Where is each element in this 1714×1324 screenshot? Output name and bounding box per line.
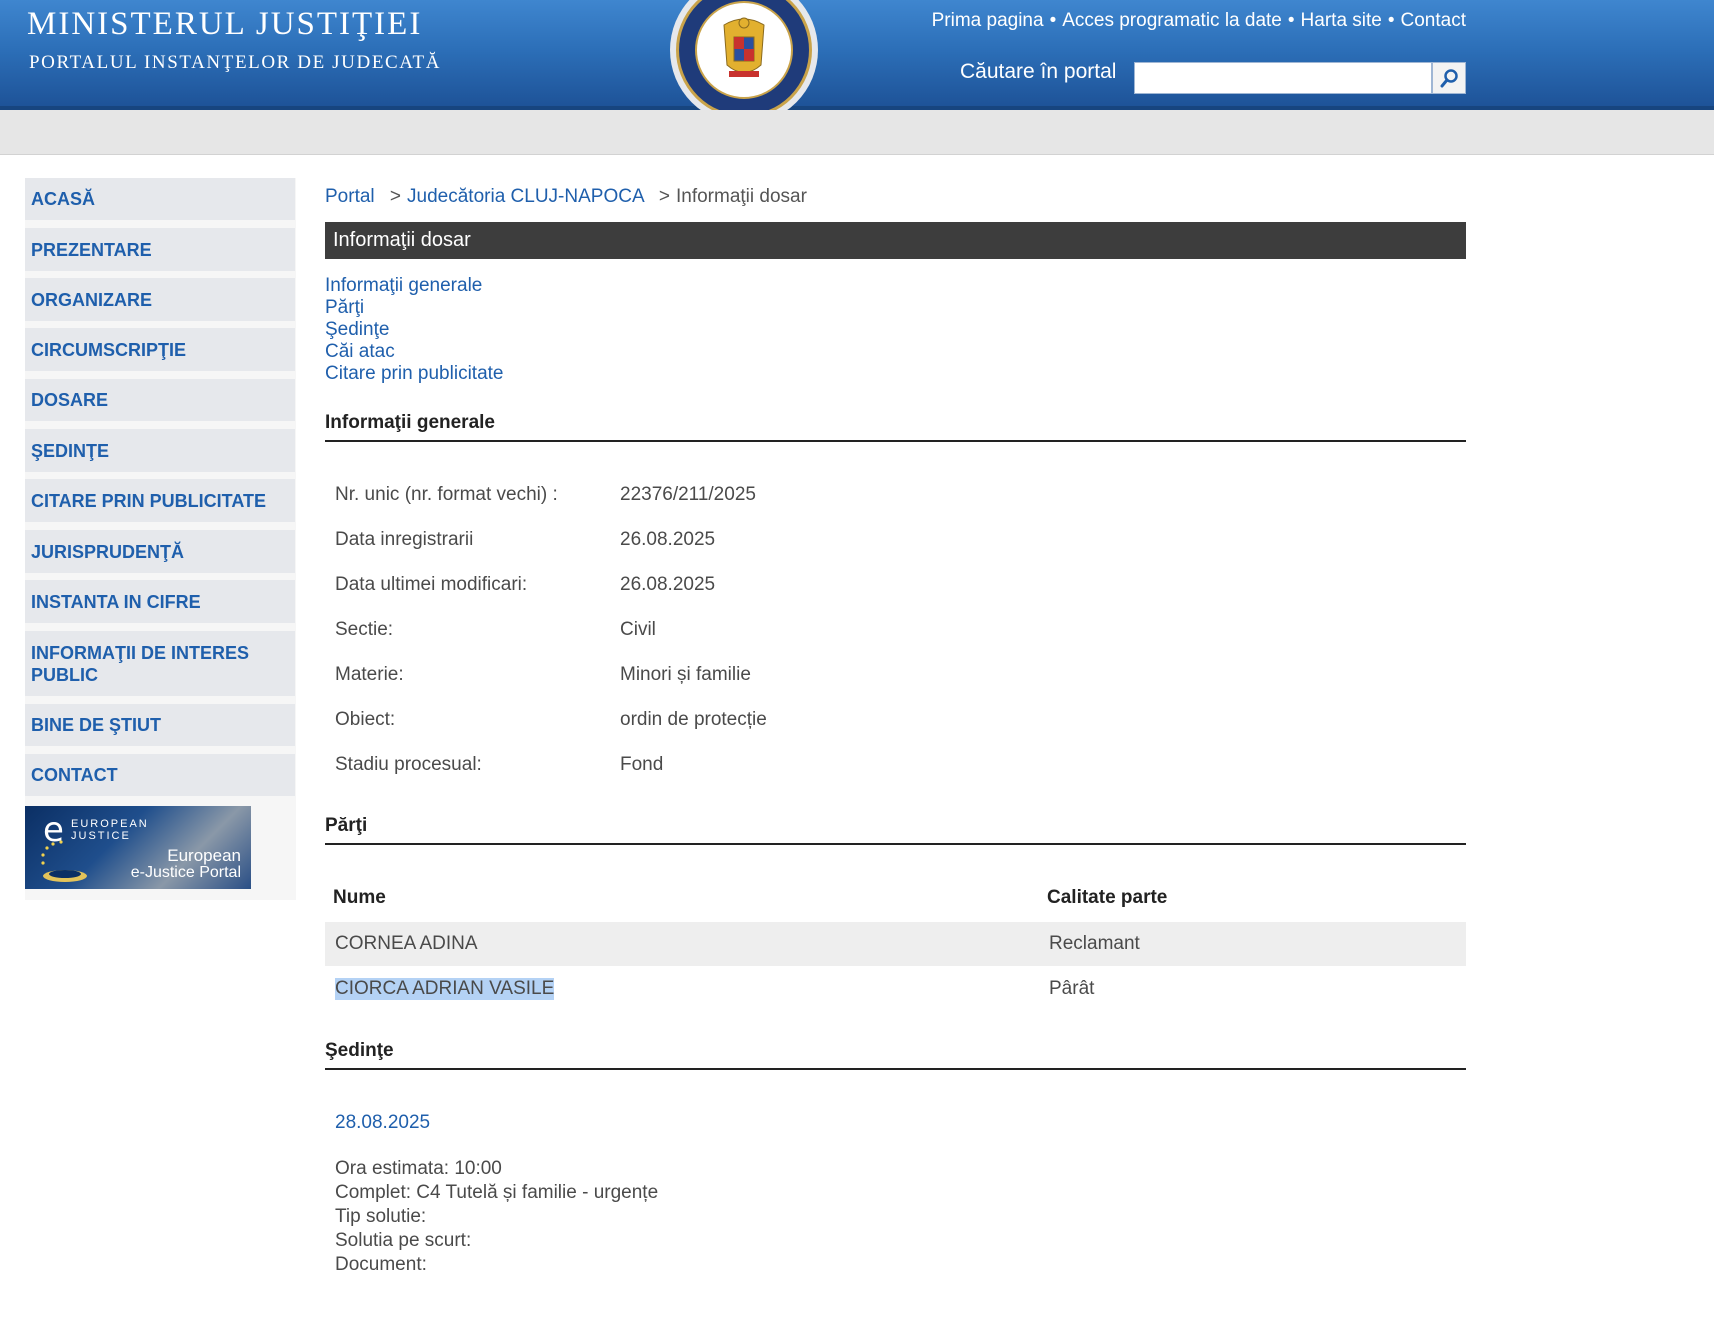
- breadcrumb-current: Informaţii dosar: [675, 186, 807, 207]
- toc-link-informatii-generale[interactable]: Informaţii generale: [325, 275, 483, 296]
- breadcrumb-portal[interactable]: Portal: [325, 186, 375, 207]
- breadcrumb-separator: >: [658, 186, 670, 207]
- hearing-panel: Complet: C4 Tutelă și familie - urgențe: [335, 1182, 659, 1203]
- info-label: Sectie:: [335, 619, 394, 640]
- sidebar-item-interes-public[interactable]: INFORMAŢII DE INTERES PUBLIC: [25, 631, 295, 696]
- nav-separator: •: [1287, 10, 1295, 31]
- sidebar-item-contact[interactable]: CONTACT: [25, 754, 295, 796]
- info-row: [335, 754, 664, 776]
- info-value: Fond: [620, 754, 664, 775]
- breadcrumb: [325, 186, 807, 208]
- search-button[interactable]: [1432, 62, 1466, 94]
- table-row: [325, 967, 1466, 1011]
- sidebar-item-prezentare[interactable]: PREZENTARE: [25, 228, 295, 271]
- sidebar-item-acasa[interactable]: ACASĂ: [25, 178, 295, 220]
- sidebar-item-organizare[interactable]: ORGANIZARE: [25, 278, 295, 321]
- hearing-time: Ora estimata: 10:00: [335, 1158, 502, 1179]
- info-row: [335, 619, 656, 641]
- table-row: [325, 922, 1466, 966]
- hearing-document: Document:: [335, 1254, 427, 1275]
- sidebar: [25, 178, 296, 900]
- toc-link-cai-atac[interactable]: Căi atac: [325, 341, 395, 362]
- column-header-nume: Nume: [333, 887, 386, 908]
- sidebar-item-bine-de-stiut[interactable]: BINE DE ŞTIUT: [25, 704, 295, 746]
- hearing-solution-summary: Solutia pe scurt:: [335, 1230, 472, 1251]
- search-input[interactable]: [1134, 62, 1432, 94]
- info-value: Minori și familie: [620, 664, 751, 685]
- search-label: Căutare în portal: [960, 60, 1117, 83]
- sidebar-item-dosare[interactable]: DOSARE: [25, 379, 295, 421]
- banner-subtitle: e-Justice Portal: [130, 864, 241, 881]
- info-label: Data ultimei modificari:: [335, 574, 528, 595]
- nav-prima-pagina[interactable]: Prima pagina: [931, 10, 1044, 31]
- european-e-justice-banner[interactable]: [25, 806, 251, 889]
- info-value: 26.08.2025: [620, 529, 716, 550]
- section-heading-informatii-generale: Informaţii generale: [325, 412, 1466, 442]
- info-label: Materie:: [335, 664, 404, 685]
- ministry-seal[interactable]: [670, 0, 818, 124]
- nav-harta-site[interactable]: Harta site: [1300, 10, 1382, 31]
- info-row: [335, 709, 767, 731]
- hearing-details: [335, 1157, 658, 1277]
- info-label: Nr. unic (nr. format vechi) :: [335, 484, 558, 505]
- column-header-calitate: Calitate parte: [1047, 887, 1168, 908]
- section-heading-parti: Părţi: [325, 815, 1466, 845]
- info-row: [335, 574, 716, 596]
- search-icon: [1433, 63, 1465, 93]
- top-navigation: [932, 10, 1466, 32]
- site-title[interactable]: MINISTERUL JUSTIŢIEI: [27, 6, 423, 42]
- section-links: [325, 275, 503, 385]
- sidebar-item-circumscriptie[interactable]: CIRCUMSCRIPŢIE: [25, 328, 295, 371]
- info-row: [335, 664, 751, 686]
- sidebar-item-sedinte[interactable]: ŞEDINŢE: [25, 429, 295, 472]
- info-value: 22376/211/2025: [620, 484, 756, 505]
- info-value: ordin de protecție: [620, 709, 767, 730]
- toc-link-citare[interactable]: Citare prin publicitate: [325, 363, 504, 384]
- party-name: CORNEA ADINA: [335, 933, 478, 954]
- e-justice-logo-icon: e: [43, 810, 64, 850]
- party-role: Reclamant: [1049, 933, 1140, 954]
- banner-title: European: [167, 846, 241, 865]
- banner-small-text: JUSTICE: [71, 830, 131, 842]
- nav-acces-programatic[interactable]: Acces programatic la date: [1062, 10, 1282, 31]
- hearing-solution-type: Tip solutie:: [335, 1206, 427, 1227]
- nav-separator: •: [1387, 10, 1395, 31]
- breadcrumb-separator: >: [389, 186, 402, 207]
- section-heading-sedinte: Şedinţe: [325, 1040, 1466, 1070]
- nav-contact[interactable]: Contact: [1400, 10, 1466, 31]
- info-value: 26.08.2025: [620, 574, 716, 595]
- sidebar-item-instanta-in-cifre[interactable]: INSTANTA IN CIFRE: [25, 580, 295, 623]
- sidebar-item-jurisprudenta[interactable]: JURISPRUDENŢĂ: [25, 530, 295, 573]
- info-label: Data inregistrarii: [335, 529, 474, 550]
- nav-separator: •: [1049, 10, 1057, 31]
- info-value: Civil: [620, 619, 656, 640]
- breadcrumb-court[interactable]: Judecătoria CLUJ-NAPOCA: [407, 186, 644, 207]
- party-role: Pârât: [1049, 978, 1095, 999]
- info-row: [335, 529, 716, 551]
- page-title: Informaţii dosar: [325, 222, 1466, 259]
- toc-link-parti[interactable]: Părţi: [325, 297, 365, 318]
- hearing-date: 28.08.2025: [335, 1112, 431, 1133]
- info-row: [335, 484, 756, 506]
- info-label: Obiect:: [335, 709, 396, 730]
- sidebar-item-citare[interactable]: CITARE PRIN PUBLICITATE: [25, 479, 295, 522]
- banner-small-text: EUROPEAN: [71, 818, 149, 830]
- coat-of-arms-icon: [676, 0, 812, 118]
- header-subbar: [0, 110, 1714, 155]
- site-subtitle[interactable]: PORTALUL INSTANŢELOR DE JUDECATĂ: [29, 52, 442, 73]
- party-name: CIORCA ADRIAN VASILE: [335, 978, 555, 999]
- toc-link-sedinte[interactable]: Şedinţe: [325, 319, 390, 340]
- info-label: Stadiu procesual:: [335, 754, 482, 775]
